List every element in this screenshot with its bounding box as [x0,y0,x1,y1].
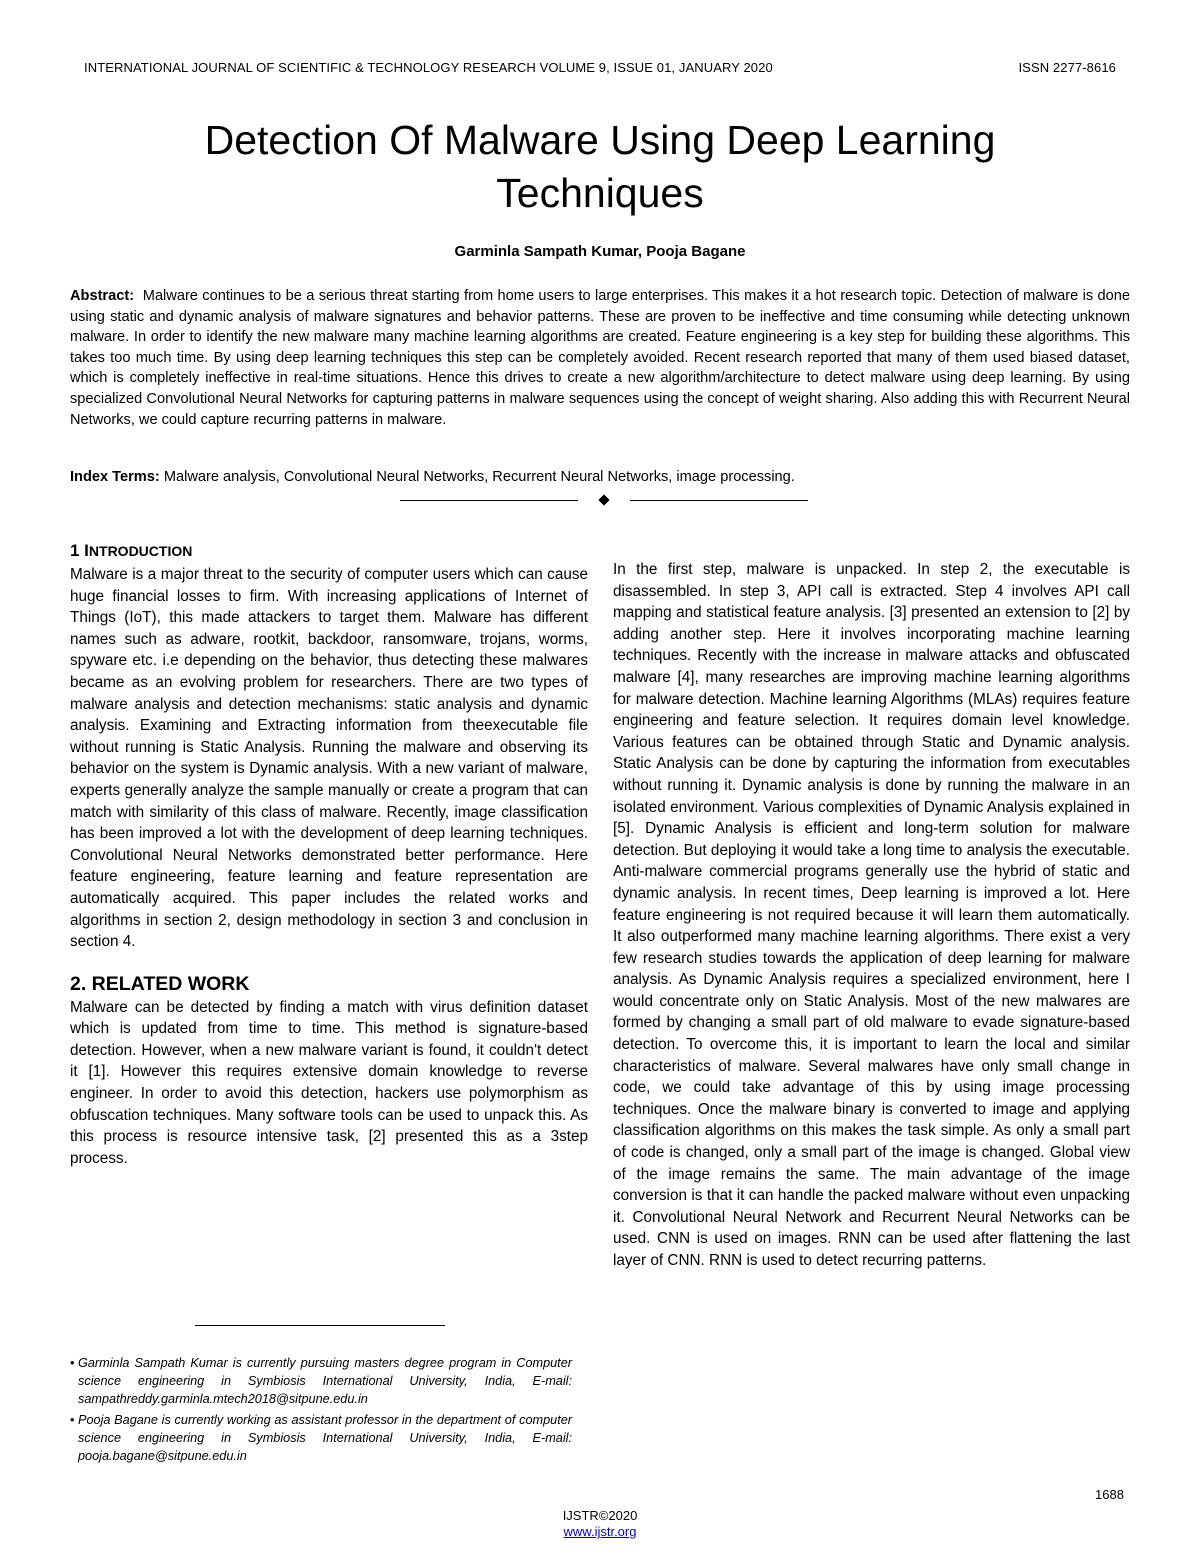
paper-title: Detection Of Malware Using Deep Learning Techniques [204,117,996,216]
related-work-heading: 2. RELATED WORK [70,972,250,995]
index-terms-text: Malware analysis, Convolutional Neural Networks, Recurrent Neural Networks, image processing. [163,469,795,485]
diamond-icon [598,494,609,505]
footnote-text: Garminla Sampath Kumar is currently pursuing masters degree program in Computer science engineering in Symbiosis International University, India, E-mail: sampathreddy.garminla.mtech2018@sitpune.edu.in [78,1356,572,1407]
authors: Garminla Sampath Kumar, Pooja Bagane [454,243,746,260]
introduction-text: Malware is a major threat to the security of computer users which can cause huge financial losses to firm. With increasing applications of Internet of Things (IoT), this made attackers to target them. Malware has different names such as adware, rootkit, backdoor, ransomware, trojans, worms, spyware etc. i.e depending on the behavior, thus detecting these malwares became as an evolving problem for researchers. There are two types of malware analysis and detection mechanisms: static analysis and dynamic analysis. Examining and Extracting information from theexecutable file without running is Static Analysis. Running the malware and observing its behavior on the system is Dynamic analysis. With a new variant of malware, experts generally analyze the sample manually or create a program that can match with similarity of this class of malware. Recently, image classification has been improved a lot with the development of deep learning techniques. Convolutional Neural Networks demonstrated better performance. Here feature engineering, feature learning and feature representation are automatically acquired. This paper includes the related works and algorithms in section 2, design methodology in section 3 and conclusion in section 4. [70,566,588,951]
page-number: 1688 [1095,1487,1124,1502]
index-terms-label: Index Terms: [70,469,160,485]
footnote-item [70,1354,572,1409]
footnote-rule [195,1325,445,1326]
page-footer [0,1508,1200,1540]
introduction-heading-rest: NTRODUCTION [88,543,193,559]
introduction-heading [70,540,588,562]
right-column-text: In the first step, malware is unpacked. In step 2, the executable is disassembled. In step 3, API call is extracted. Step 4 involves API call mapping and statistical feature analysis. [3] presented an extension to [2] by adding another step. Here it involves incorporating machine learning techniques. Recently with the increase in malware attacks and obfuscated malware [4], many researches are improving machine learning algorithms for malware detection. Machine learning Algorithms (MLAs) requires feature engineering and feature selection. It requires domain level knowledge. Various features can be obtained through Static and Dynamic analysis. Static Analysis can be done by capturing the information from executables without running it. Dynamic analysis is done by running the malware in an isolated environment. Various complexities of Dynamic Analysis explained in [5]. Dynamic Analysis is efficient and long-term solution for malware detection. But deploying it would take a long time to analysis the executable. Anti-malware commercial programs generally use the hybrid of static and dynamic analysis. In recent times, Deep learning is improved a lot. Here feature engineering is not required because it will learn them automatically. It also outperformed many machine learning algorithms. There exist a very few research studies towards the application of deep learning for malware analysis. As Dynamic Analysis requires a specialized environment, here I would concentrate only on Static Analysis. Most of the new malwares are formed by changing a small part of old malware to evade signature-based detection. To overcome this, it is important to learn the local and similar characteristics of malware. Several malwares have only small change in code, we could take advantage of this by using image processing techniques. Once the malware binary is converted to image and applying classification algorithms on this makes the task simple. As only a small part of code is changed, only a small part of the image is changed. Global view of the image remains the same. The main advantage of the image conversion is that it can handle the packed malware without even unpacking it. Convolutional Neural Network and Recurrent Neural Networks can be used. CNN is used on images. RNN can be used after flattening the last layer of CNN. RNN is used to detect recurring patterns. [613,561,1130,1269]
abstract-label: Abstract: [70,288,135,304]
footnote-bullet: • [70,1412,75,1427]
section-divider [398,489,810,511]
left-column [70,540,588,1169]
footnote-bullet: • [70,1356,75,1370]
index-terms [70,467,1130,487]
divider-line-right [630,500,808,501]
website-link[interactable]: www.ijstr.org [563,1524,637,1539]
footnotes [70,1354,572,1467]
related-work-text: Malware can be detected by finding a match with virus definition dataset which is updated from time to time. This method is signature-based detection. However, when a new malware variant is found, it couldn't detect it [1]. However this requires extensive domain knowledge to reverse engineer. In order to avoid this detection, hackers use polymorphism as obfuscation techniques. Many software tools can be used to unpack this. As this process is resource intensive task, [2] presented this as a 3step process. [70,998,588,1167]
copyright: IJSTR©2020 [562,1508,638,1523]
journal-name: INTERNATIONAL JOURNAL OF SCIENTIFIC & TECHNOLOGY RESEARCH VOLUME 9, ISSUE 01, JANUARY 2020 [84,60,773,75]
abstract-text: Malware continues to be a serious threat starting from home users to large enterprises. This makes it a hot research topic. Detection of malware is done using static and dynamic analysis of malware signatures and behavior patterns. These are proven to be ineffective and time consuming while detecting unknown malware. In order to identify the new malware many machine learning algorithms are created. Feature engineering is a key step for building these algorithms. This takes too much time. By using deep learning techniques this step can be completely avoided. Recent research reported that many of them used biased dataset, which is completely ineffective in real-time situations. Hence this drives to create a new algorithm/architecture to detect malware using deep learning. By using specialized Convolutional Neural Networks for capturing patterns in malware sequences using the concept of weight sharing. Also adding this with Recurrent Neural Networks, we could capture recurring patterns in malware. [70,288,1130,428]
introduction-heading-number: 1 I [70,541,89,560]
right-column [613,559,1130,1272]
divider-line-left [400,500,578,501]
abstract [70,286,1130,430]
footnote-item [70,1411,572,1466]
running-header [84,60,1116,75]
footnote-text: Pooja Bagane is currently working as assistant professor in the department of computer science engineering in Symbiosis International University, India, E-mail: pooja.bagane@sitpune.edu.in [78,1412,572,1464]
issn: ISSN 2277-8616 [1018,60,1116,75]
